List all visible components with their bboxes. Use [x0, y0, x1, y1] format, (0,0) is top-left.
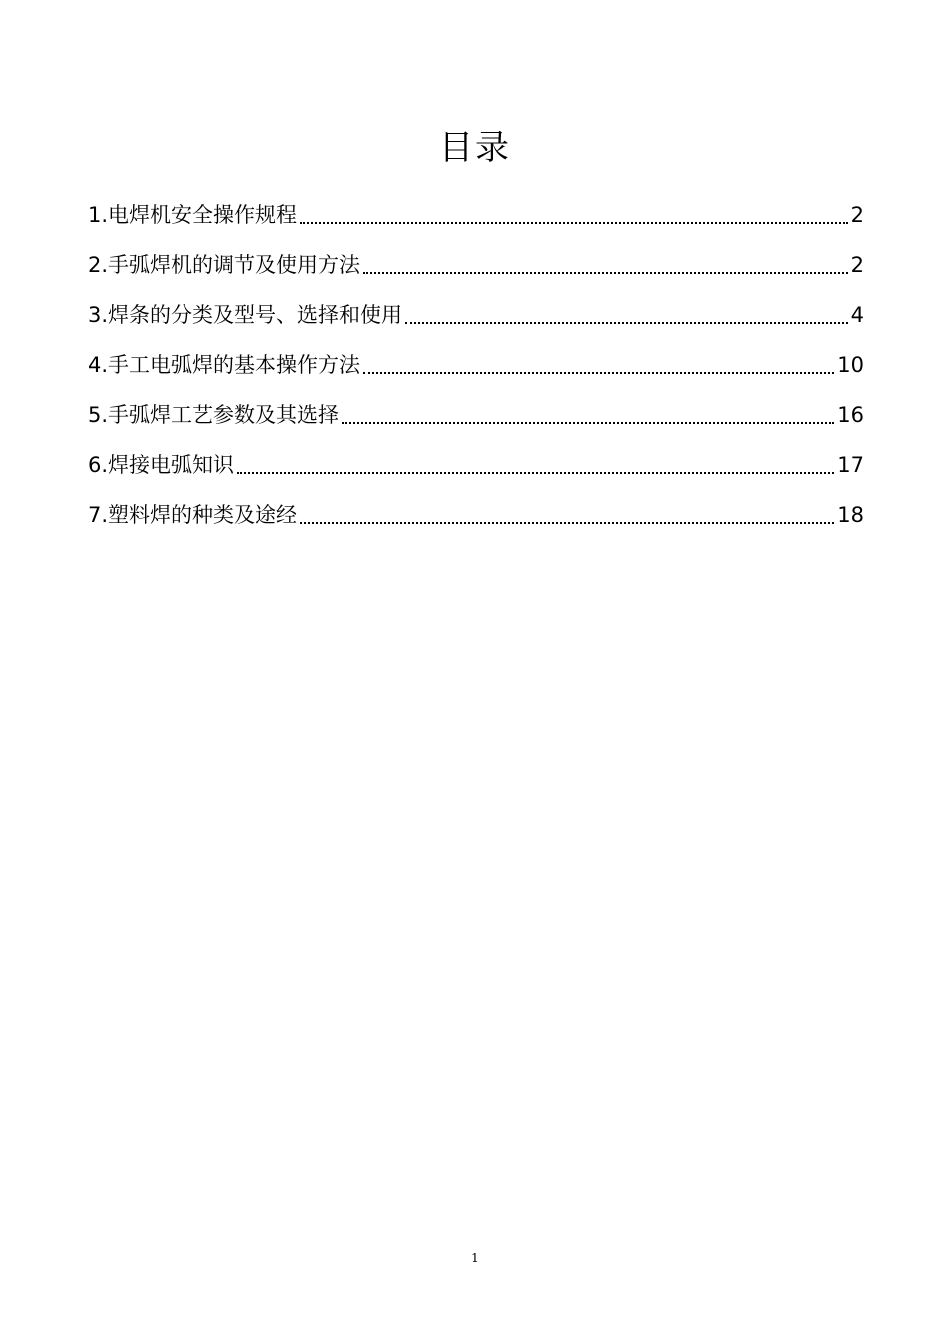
toc-entry-title: 4.手工电弧焊的基本操作方法 — [88, 353, 361, 377]
toc-dot-leader — [300, 222, 848, 224]
toc-entry[interactable] — [88, 390, 864, 440]
toc-entry-page: 4 — [850, 303, 864, 327]
toc-dot-leader — [342, 422, 834, 424]
toc-entry[interactable] — [88, 190, 864, 240]
toc-entry-page: 2 — [850, 253, 864, 277]
toc-entry-title: 1.电焊机安全操作规程 — [88, 203, 298, 227]
toc-dot-leader — [363, 272, 848, 274]
toc-entry-page: 16 — [837, 403, 864, 427]
table-of-contents — [88, 190, 864, 540]
toc-entry[interactable] — [88, 290, 864, 340]
toc-dot-leader — [237, 472, 834, 474]
toc-entry[interactable] — [88, 240, 864, 290]
toc-dot-leader — [405, 322, 848, 324]
toc-entry-page: 18 — [837, 503, 864, 527]
toc-entry-title: 3.焊条的分类及型号、选择和使用 — [88, 303, 403, 327]
toc-entry[interactable] — [88, 440, 864, 490]
toc-entry-page: 2 — [850, 203, 864, 227]
toc-dot-leader — [363, 372, 834, 374]
page-title: 目录 — [439, 127, 511, 168]
footer-page-number: 1 — [471, 1251, 479, 1265]
toc-entry-title: 5.手弧焊工艺参数及其选择 — [88, 403, 340, 427]
toc-entry-page: 17 — [837, 453, 864, 477]
toc-dot-leader — [300, 522, 834, 524]
toc-entry-title: 2.手弧焊机的调节及使用方法 — [88, 253, 361, 277]
toc-entry[interactable] — [88, 490, 864, 540]
toc-entry-page: 10 — [837, 353, 864, 377]
toc-entry-title: 7.塑料焊的种类及途经 — [88, 503, 298, 527]
toc-entry[interactable] — [88, 340, 864, 390]
toc-entry-title: 6.焊接电弧知识 — [88, 453, 235, 477]
